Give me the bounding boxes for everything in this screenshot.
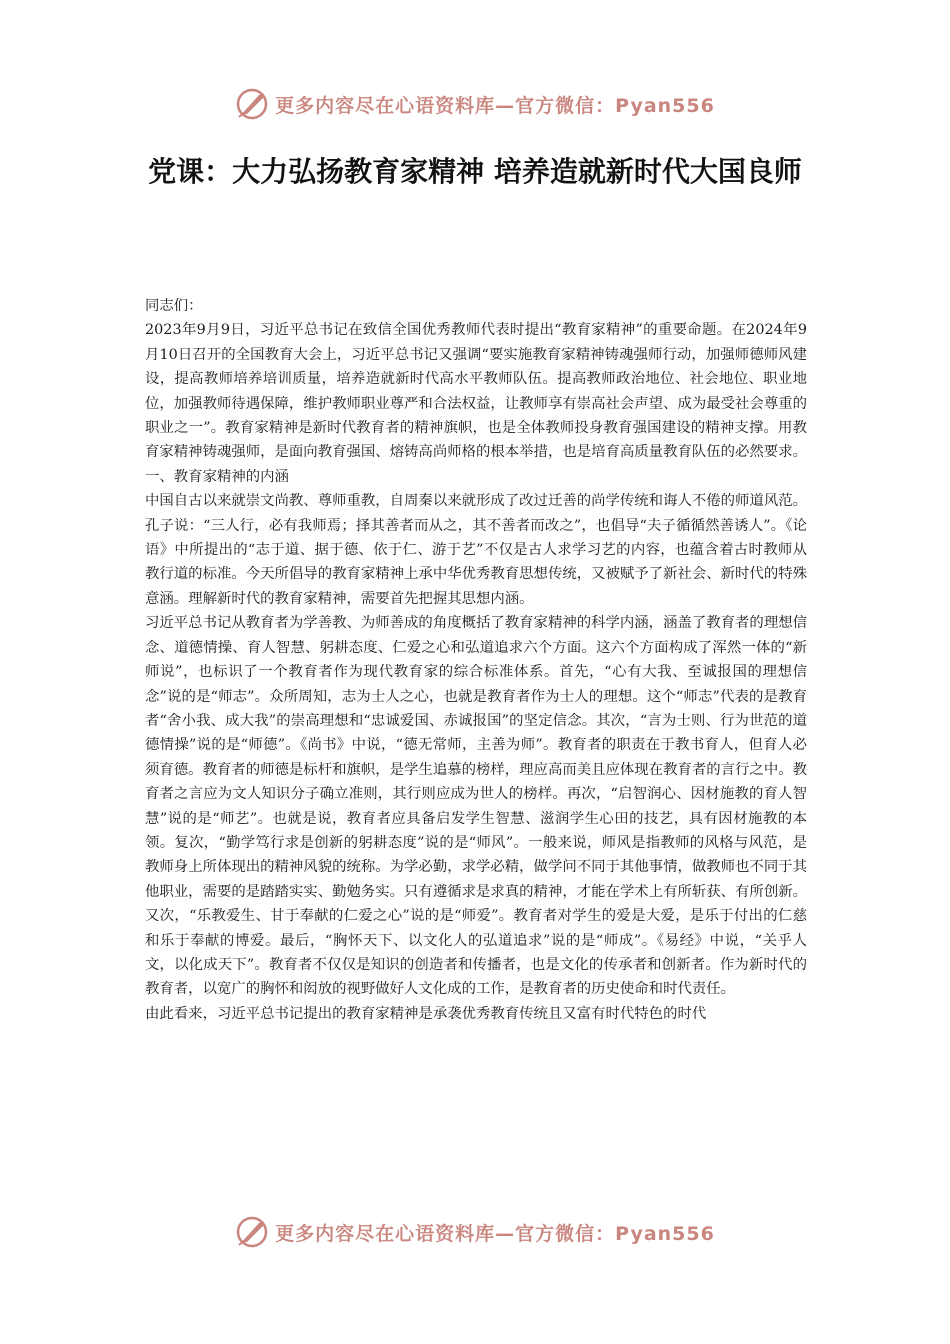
banner-text: 更多内容尽在心语资料库—官方微信：Pyan556: [275, 1222, 715, 1245]
paragraph: 习近平总书记从教育者为学善教、为师善成的角度概括了教育家精神的科学内涵，涵盖了教育者的理想信念、道德情操、育人智慧、躬耕态度、仁爱之心和弘道追求六个方面。这六个方面构成了浑然一体的“新师说”，也标识了一个教育者作为现代教育家的综合标准体系。首先，“心有大我、至诚报国的理想信念”说的是“师志”。众所周知，志为士人之心，也就是教育者作为士人的理想。这个“师志”代表的是教育者“舍小我、成大我”的崇高理想和“忠诚爱国、赤诚报国”的坚定信念。其次，“言为士则、行为世范的道德情操”说的是“师德”。《尚书》中说，“德无常师，主善为师”。教育者的职责在于教书育人，但育人必须育德。教育者的师德是标杆和旗帜，是学生追慕的榜样，理应高而美且应体现在教育者的言行之中。教育者之言应为文人知识分子确立准则，其行则应成为世人的榜样。再次，“启智润心、因材施教的育人智慧”说的是“师艺”。也就是说，教育者应具备启发学生智慧、滋润学生心田的技艺，具有因材施教的本领。复次，“勤学笃行求是创新的躬耕态度”说的是“师风”。一般来说，师风是指教师的风格与风范，是教师身上所体现出的精神风貌的统称。为学必勤，求学必精，做学问不同于其他事情，做教师也不同于其他职业，需要的是踏踏实实、勤勉务实。只有遵循求是求真的精神，才能在学术上有所斩获、有所创新。又次，“乐教爱生、甘于奉献的仁爱之心”说的是“师爱”。教育者对学生的爱是大爱，是乐于付出的仁慈和乐于奉献的博爱。最后，“胸怀天下、以文化人的弘道追求”说的是“师成”。《易经》中说，“关乎人文，以化成天下”。教育者不仅仅是知识的创造者和传播者，也是文化的传承者和创新者。作为新时代的教育者，以宽广的胸怀和闳放的视野做好人文化成的工作，是教育者的历史使命和时代责任。: [145, 615, 807, 998]
quill-pen-logo-icon: [235, 1215, 269, 1249]
paragraph: 中国自古以来就崇文尚教、尊师重教，自周秦以来就形成了改过迁善的尚学传统和诲人不倦的师道风范。孔子说：“三人行，必有我师焉；择其善者而从之，其不善者而改之”，也倡导“夫子循循然善诱人”。《论语》中所提出的“志于道、据于德、依于仁、游于艺”不仅是古人求学习艺的内容，也蕴含着古时教师从教行道的标准。今天所倡导的教育家精神上承中华优秀教育思想传统，又被赋予了新社会、新时代的特殊意涵。理解新时代的教育家精神，需要首先把握其思想内涵。: [145, 493, 807, 607]
quill-pen-logo-icon: [235, 87, 269, 121]
section-heading: 一、教育家精神的内涵: [145, 468, 289, 485]
paragraph: 由此看来，习近平总书记提出的教育家精神是承袭优秀教育传统且又富有时代特色的时代: [145, 1005, 707, 1022]
header-watermark-banner: [0, 84, 950, 124]
salutation: 同志们：: [145, 298, 203, 314]
paragraph: 2023年9月9日，习近平总书记在致信全国优秀教师代表时提出“教育家精神”的重要命题。在2024年9月10日召开的全国教育大会上，习近平总书记又强调“要实施教育家精神铸魂强师行动，加强师德师风建设，提高教师培养培训质量，培养造就新时代高水平教师队伍。提高教师政治地位、社会地位、职业地位，加强教师待遇保障，维护教师职业尊严和合法权益，让教师享有崇高社会声望、成为最受社会尊重的职业之一”。教育家精神是新时代教育者的精神旗帜，也是全体教师投身教育强国建设的精神支撑。用教育家精神铸魂强师，是面向教育强国、熔铸高尚师格的根本举措，也是培育高质量教育队伍的必然要求。: [145, 322, 807, 461]
banner-text: 更多内容尽在心语资料库—官方微信：Pyan556: [275, 94, 715, 117]
footer-watermark-banner: [0, 1212, 950, 1252]
document-title: 党课：大力弘扬教育家精神 培养造就新时代大国良师: [148, 155, 802, 188]
document-body: [145, 294, 807, 1026]
